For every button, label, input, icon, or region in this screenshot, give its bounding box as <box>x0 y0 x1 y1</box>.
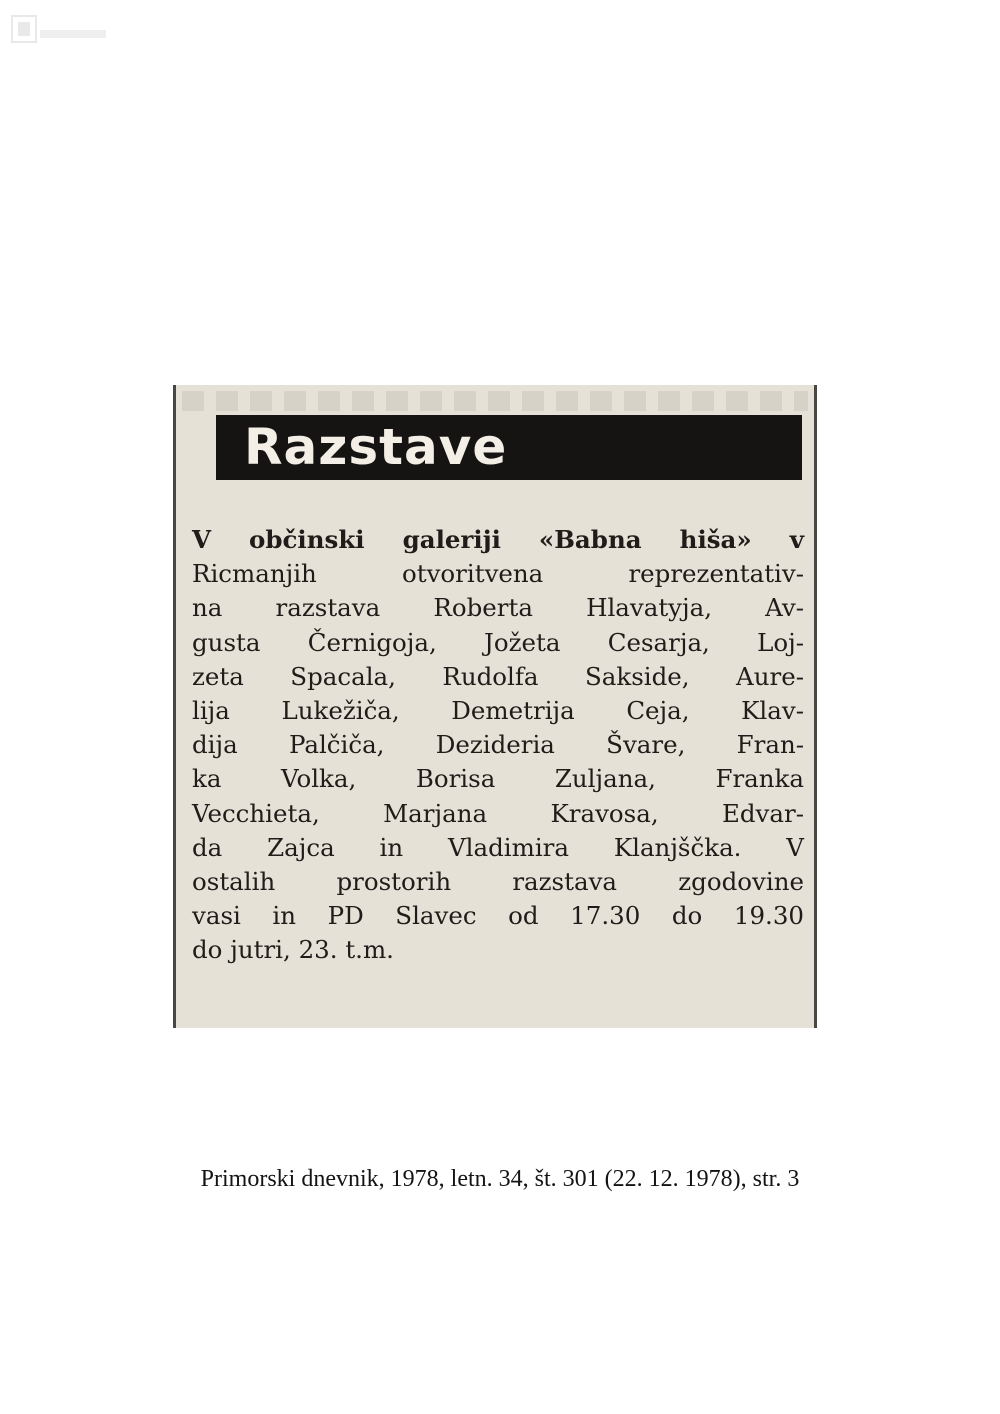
article-line: lija Lukežiča, Demetrija Ceja, Klav- <box>192 696 804 726</box>
article-line: Vecchieta, Marjana Kravosa, Edvar- <box>192 798 804 828</box>
source-caption: Primorski dnevnik, 1978, letn. 34, št. 301 (22. 12. 1978), str. 3 <box>200 1166 800 1192</box>
article-line: ostalih prostorih razstava zgodovine <box>192 867 804 897</box>
headline: Razstave <box>244 418 508 476</box>
article-line: ka Volka, Borisa Zuljana, Franka <box>192 764 804 794</box>
article-line: V občinski galeriji «Babna hiša» v <box>192 525 804 554</box>
article-line: na razstava Roberta Hlavatyja, Av- <box>192 593 804 623</box>
article-line: Ricmanjih otvoritvena reprezentativ- <box>192 559 804 589</box>
article-line: dija Palčiča, Dezideria Švare, Fran- <box>192 730 804 760</box>
article-line: vasi in PD Slavec od 17.30 do 19.30 <box>192 901 804 931</box>
clipping-bleed-through <box>182 391 808 411</box>
article-line: do jutri, 23. t.m. <box>192 935 394 965</box>
headline-bar <box>216 415 802 480</box>
newspaper-clipping <box>173 385 817 1028</box>
archive-logo-icon <box>10 12 110 52</box>
article-line: gusta Černigoja, Jožeta Cesarja, Loj- <box>192 627 804 657</box>
article-line: zeta Spacala, Rudolfa Sakside, Aure- <box>192 661 804 691</box>
article-body <box>192 523 804 968</box>
article-line: da Zajca in Vladimira Klanjščka. V <box>192 832 804 862</box>
